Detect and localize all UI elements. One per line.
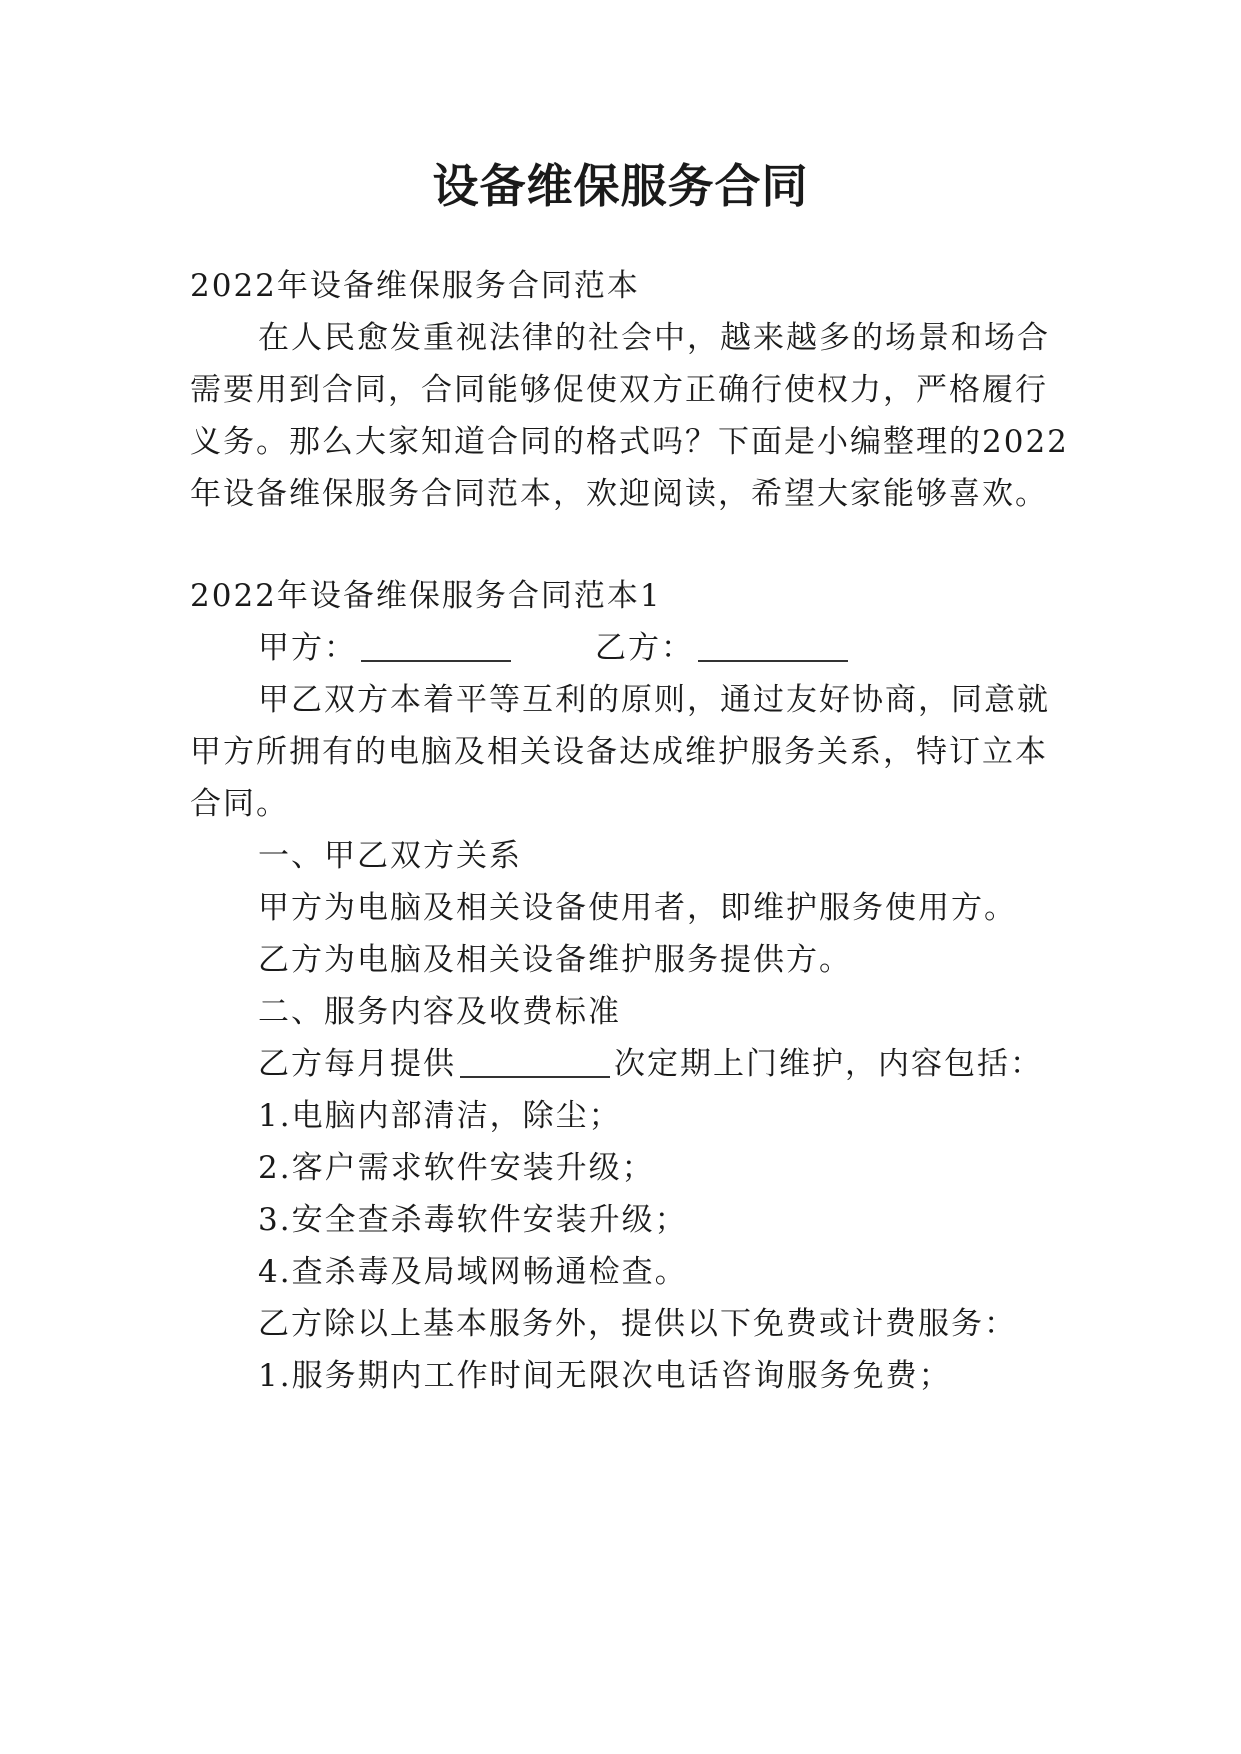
maintenance-prefix: 乙方每月提供 — [258, 1046, 456, 1082]
section-heading: 2022年设备维保服务合同范本1 — [190, 578, 662, 614]
document-heading: 2022年设备维保服务合同范本 — [190, 268, 640, 304]
document-title: 设备维保服务合同 — [432, 159, 809, 213]
maintenance-item: 2.客户需求软件安装升级； — [258, 1150, 655, 1186]
parties-line — [258, 628, 1098, 668]
clause1-title: 一、甲乙双方关系 — [258, 838, 522, 874]
agreement-line: 甲方所拥有的电脑及相关设备达成维护服务关系，特订立本 — [190, 734, 1048, 770]
agreement-line: 合同。 — [190, 786, 289, 822]
maintenance-line — [258, 1044, 1098, 1084]
party-b — [595, 628, 852, 668]
clause1-line: 乙方为电脑及相关设备维护服务提供方。 — [258, 942, 852, 978]
intro-line: 在人民愈发重视法律的社会中，越来越多的场景和场合 — [258, 320, 1050, 356]
party-b-label: 乙方： — [595, 630, 694, 666]
extra-item: 1.服务期内工作时间无限次电话咨询服务免费； — [258, 1358, 952, 1394]
intro-line: 需要用到合同，合同能够促使双方正确行使权力，严格履行 — [190, 372, 1048, 408]
intro-line: 年设备维保服务合同范本，欢迎阅读，希望大家能够喜欢。 — [190, 476, 1048, 512]
maintenance-count-blank — [460, 1046, 610, 1078]
clause1-line: 甲方为电脑及相关设备使用者，即维护服务使用方。 — [258, 890, 1017, 926]
maintenance-suffix: 次定期上门维护，内容包括： — [614, 1046, 1043, 1082]
maintenance-item: 1.电脑内部清洁，除尘； — [258, 1098, 622, 1134]
party-b-blank — [698, 630, 848, 662]
maintenance-item: 3.安全查杀毒软件安装升级； — [258, 1202, 688, 1238]
maintenance-item: 4.查杀毒及局域网畅通检查。 — [258, 1254, 688, 1290]
intro-line: 义务。那么大家知道合同的格式吗？下面是小编整理的2022 — [190, 424, 1069, 460]
party-a-blank — [361, 630, 511, 662]
party-a-label: 甲方： — [258, 630, 357, 666]
agreement-line: 甲乙双方本着平等互利的原则，通过友好协商，同意就 — [258, 682, 1050, 718]
clause2-title: 二、服务内容及收费标准 — [258, 994, 621, 1030]
party-a — [258, 628, 515, 668]
extra-intro: 乙方除以上基本服务外，提供以下免费或计费服务： — [258, 1306, 1017, 1342]
